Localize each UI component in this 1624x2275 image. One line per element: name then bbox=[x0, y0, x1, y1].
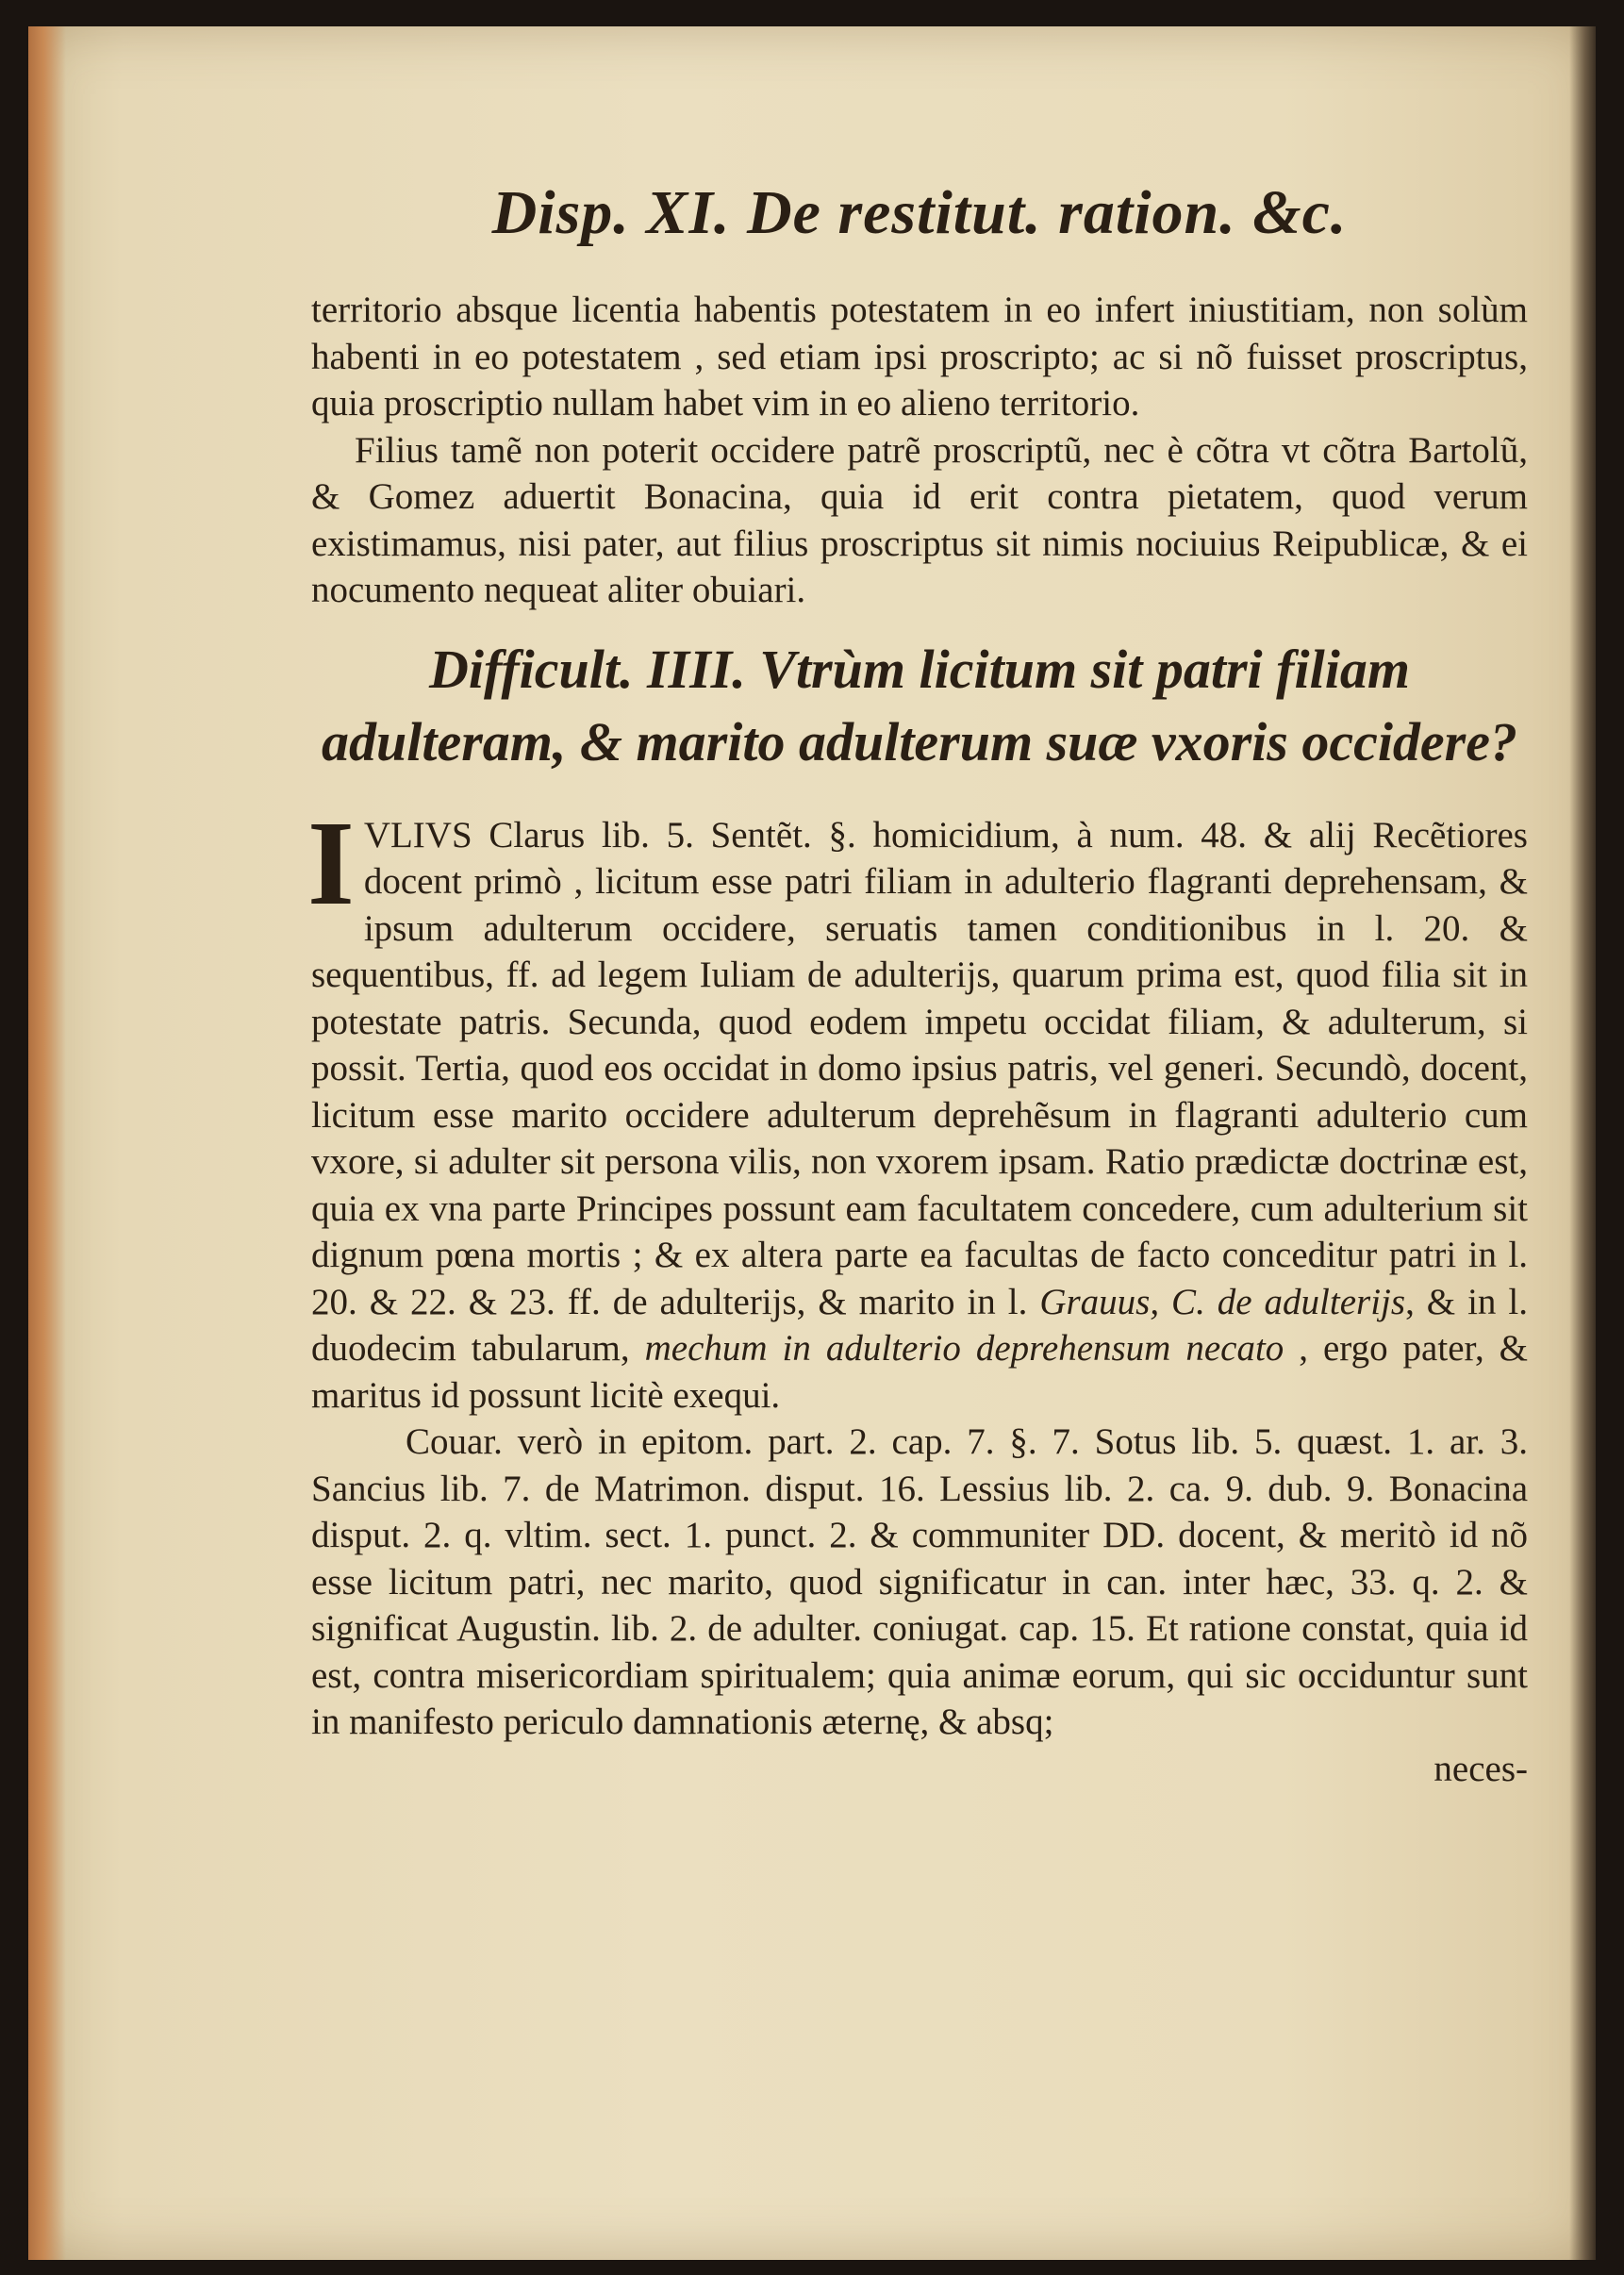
text-block bbox=[307, 177, 1529, 1792]
running-head: Disp. XI. De restitut. ration. &c. bbox=[491, 178, 1348, 247]
catchword: neces- bbox=[1433, 1748, 1528, 1789]
paragraph-1: territorio absque licentia habentis potestatem in eo infert iniustitiam, non solùm habenti in eo potestatem , sed etiam ipsi proscripto; ac si nõ fuisset proscriptus, quia proscriptio nullam habet vim in eo alieno territorio. bbox=[311, 290, 1528, 423]
paragraph-3-text-b: , & in l. duodecim tabularum, bbox=[311, 1281, 1528, 1369]
paragraph-2: Filius tamẽ non poterit occidere patrẽ proscriptũ, nec è cõtra vt cõtra Bartolũ, & Gomez aduertit Bonacina, quia id erit contra pietatem, quod verum existimamus, nisi pater, aut filius proscriptus sit nimis nociuius Reipublicæ, & ei nocumento nequeat aliter obuiari. bbox=[311, 429, 1528, 610]
paragraph-3-italic-1: Grauus, C. de adulterijs bbox=[1039, 1281, 1406, 1322]
paragraph-4: Couar. verò in epitom. part. 2. cap. 7. §. 7. Sotus lib. 5. quæst. 1. ar. 3. Sancius lib. 7. de Matrimon. disput. 16. Lessius lib. 2. ca. 9. dub. 9. Bonacina disput. 2. q. vltim. sect. 1. punct. 2. & communiter DD. docent, & meritò id nõ esse licitum patri, nec marito, quod significatur in can. inter hæc, 33. q. 2. & significat Augustin. lib. 2. de adulter. coniugat. cap. 15. Et ratione constat, quia id est, contra misericordiam spiritualem; quia animæ eorum, qui sic occiduntur sunt in manifesto periculo damnationis æternę, & absq; bbox=[311, 1421, 1528, 1742]
paragraph-3-italic-2: mechum in adulterio deprehensum necato bbox=[644, 1328, 1284, 1369]
difficulty-heading: Difficult. IIII. Vtrùm licitum sit patri filiam adulteram, & marito adulterum suæ vxoris occidere? bbox=[322, 638, 1517, 772]
paragraph-3 bbox=[307, 795, 1529, 1420]
page-left-edge bbox=[28, 26, 66, 2260]
page-gutter-shadow bbox=[1569, 26, 1596, 2260]
paragraph-3-text-a: VLIVS Clarus lib. 5. Sentẽt. §. homicidium, à num. 48. & alij Recẽtiores docent primò , licitum esse patri filiam in adulterio flagranti deprehensam, & ipsum adulterum occidere, seruatis tamen conditionibus in l. 20. & sequentibus, ff. ad legem Iuliam de adulterijs, quarum prima est, quod filia sit in potestate patris. Secunda, quod eodem impetu occidat filiam, & adulterum, si possit. Tertia, quod eos occidat in domo ipsius patris, vel generi. Secundò, docent, licitum esse marito occidere adulterum deprehẽsum in flagranti adulterio cum vxore, si adulter sit persona vilis, non vxorem ipsam. Ratio prædictæ doctrinæ est, quia ex vna parte Principes possunt eam facultatem concedere, cum adulterium sit dignum pœna mortis ; & ex altera parte ea facultas de facto conceditur patri in l. 20. & 22. & 23. ff. de adulterijs, & marito in l. bbox=[311, 814, 1528, 1322]
book-page bbox=[28, 26, 1596, 2260]
paragraph-3-text-c: , ergo pater, & maritus id possunt licitè exequi. bbox=[311, 1328, 1529, 1416]
drop-cap: I bbox=[307, 795, 355, 930]
